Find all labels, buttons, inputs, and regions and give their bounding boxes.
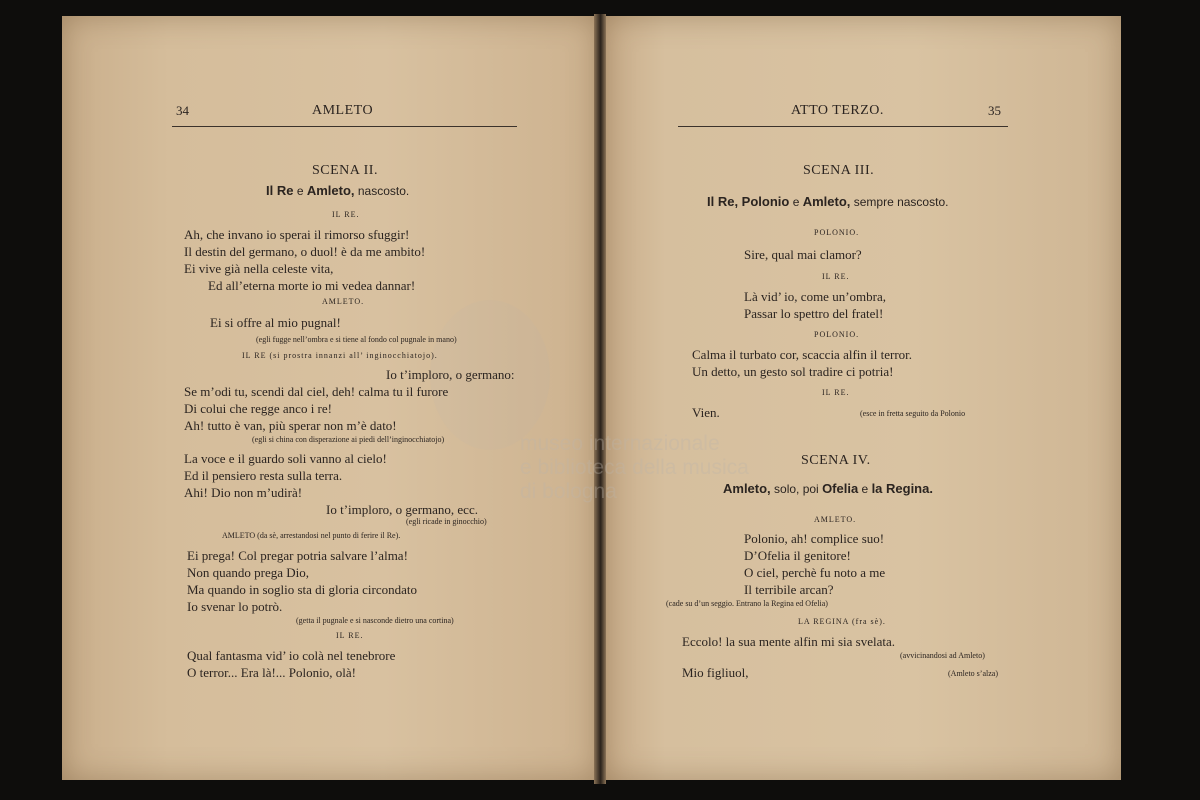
scene4-title: SCENA IV. bbox=[801, 453, 871, 468]
verse-line: Io t’imploro, o germano, ecc. bbox=[326, 502, 478, 517]
verse-line: D’Ofelia il genitore! bbox=[744, 548, 851, 563]
verse-line: Vien. bbox=[692, 405, 720, 420]
stage-note: sempre nascosto. bbox=[853, 195, 949, 209]
right-header-rule bbox=[678, 126, 1008, 127]
stage-direction: (esce in fretta seguito da Polonio bbox=[860, 409, 966, 418]
verse-line: Eccolo! la sua mente alfin mi sia svelata. bbox=[682, 634, 895, 649]
stage-note: solo, poi bbox=[774, 482, 819, 496]
character-name: Ofelia bbox=[822, 481, 859, 496]
left-scene-subtitle bbox=[266, 184, 409, 197]
left-scene-title: SCENA II. bbox=[312, 163, 378, 178]
speaker-label: AMLETO. bbox=[814, 515, 857, 524]
verse-line: O terror... Era là!... Polonio, olà! bbox=[187, 665, 356, 680]
verse-line: Il terribile arcan? bbox=[744, 582, 834, 597]
verse-line: Là vid’ io, come un’ombra, bbox=[744, 289, 886, 304]
verse-line: Polonio, ah! complice suo! bbox=[744, 531, 885, 546]
character-name: Il Re, Polonio bbox=[707, 194, 790, 209]
character-name: Amleto, bbox=[306, 183, 355, 198]
verse-line: Ahi! Dio non m’udirà! bbox=[184, 485, 303, 500]
verse-line: Ei prega! Col pregar potria salvare l’alma! bbox=[187, 548, 408, 563]
speaker-label: LA REGINA (fra sè). bbox=[798, 617, 886, 626]
verse-line: Mio figliuol, bbox=[682, 665, 749, 680]
verse-line: Ed il pensiero resta sulla terra. bbox=[184, 468, 343, 483]
verse-line: Ed all’eterna morte io mi vedea dannar! bbox=[208, 278, 416, 293]
stage-direction: (avvicinandosi ad Amleto) bbox=[900, 651, 985, 660]
speaker-label: AMLETO. bbox=[322, 297, 365, 306]
verse-line: Ma quando in soglio sta di gloria circondato bbox=[187, 582, 417, 597]
stage-direction: (getta il pugnale e si nasconde dietro una cortina) bbox=[296, 616, 454, 625]
speaker-label: POLONIO. bbox=[814, 330, 860, 339]
left-running-head: AMLETO bbox=[312, 103, 374, 118]
verse-line: Qual fantasma vid’ io colà nel tenebrore bbox=[187, 648, 396, 663]
verse-line: Ei vive già nella celeste vita, bbox=[184, 261, 334, 276]
verse-line: Io svenar lo potrò. bbox=[187, 599, 283, 614]
verse-line: O ciel, perchè fu noto a me bbox=[744, 565, 886, 580]
speaker-label: IL RE. bbox=[822, 272, 850, 281]
left-page-number: 34 bbox=[176, 103, 189, 118]
speaker-label: AMLETO (da sè, arrestandosi nel punto di ferire il Re). bbox=[222, 531, 401, 540]
stage-direction: (egli fugge nell’ombra e si tiene al fondo col pugnale in mano) bbox=[256, 335, 457, 344]
verse-line: Sire, qual mai clamor? bbox=[744, 247, 862, 262]
conjunction: e bbox=[296, 184, 304, 198]
watermark-line: di bologna bbox=[520, 480, 617, 503]
verse-line: Passar lo spettro del fratel! bbox=[744, 306, 884, 321]
scene3-subtitle bbox=[707, 195, 948, 208]
verse-line: Un detto, un gesto sol tradire ci potria! bbox=[692, 364, 894, 379]
verse-line: Se m’odi tu, scendi dal ciel, deh! calma tu il furore bbox=[184, 384, 449, 399]
character-name: Amleto, bbox=[802, 194, 851, 209]
conjunction: e bbox=[792, 195, 800, 209]
stage-note: nascosto. bbox=[357, 184, 410, 198]
scene4-subtitle bbox=[723, 482, 933, 495]
speaker-label: IL RE (si prostra innanzi all’ inginocchiatojo). bbox=[242, 351, 438, 360]
verse-line: Il destin del germano, o duol! è da me ambito! bbox=[184, 244, 426, 259]
watermark-line: museo internazionale bbox=[520, 432, 720, 455]
conjunction: e bbox=[861, 482, 869, 496]
stage-direction: (Amleto s’alza) bbox=[948, 669, 998, 678]
book-gutter bbox=[594, 14, 606, 784]
speaker-label: IL RE. bbox=[332, 210, 360, 219]
right-running-head: ATTO TERZO. bbox=[791, 103, 884, 118]
scene3-title: SCENA III. bbox=[803, 163, 875, 178]
verse-line: Io t’imploro, o germano: bbox=[386, 367, 515, 382]
right-page-number: 35 bbox=[988, 103, 1001, 118]
verse-line: Di colui che regge anco i re! bbox=[184, 401, 332, 416]
character-name: Amleto, bbox=[723, 481, 771, 496]
speaker-label: IL RE. bbox=[336, 631, 364, 640]
character-name: Il Re bbox=[266, 183, 294, 198]
left-header-rule bbox=[172, 126, 517, 127]
verse-line: Ei si offre al mio pugnal! bbox=[210, 315, 341, 330]
verse-line: Ah, che invano io sperai il rimorso sfuggir! bbox=[184, 227, 410, 242]
verse-line: Non quando prega Dio, bbox=[187, 565, 310, 580]
stage-direction: (egli si china con disperazione ai piedi dell’inginocchiatojo) bbox=[252, 435, 445, 444]
speaker-label: POLONIO. bbox=[814, 228, 860, 237]
verse-line: Ah! tutto è van, più sperar non m’è dato! bbox=[184, 418, 397, 433]
watermark-line: e biblioteca della musica bbox=[520, 456, 749, 479]
speaker-label: IL RE. bbox=[822, 388, 850, 397]
verse-line: La voce e il guardo soli vanno al cielo! bbox=[184, 451, 387, 466]
right-page bbox=[603, 16, 1121, 780]
stage-direction: (egli ricade in ginocchio) bbox=[406, 517, 487, 526]
character-name: la Regina. bbox=[871, 481, 933, 496]
verse-line: Calma il turbato cor, scaccia alfin il terror. bbox=[692, 347, 913, 362]
stage-direction: (cade su d’un seggio. Entrano la Regina ed Ofelia) bbox=[666, 599, 828, 608]
